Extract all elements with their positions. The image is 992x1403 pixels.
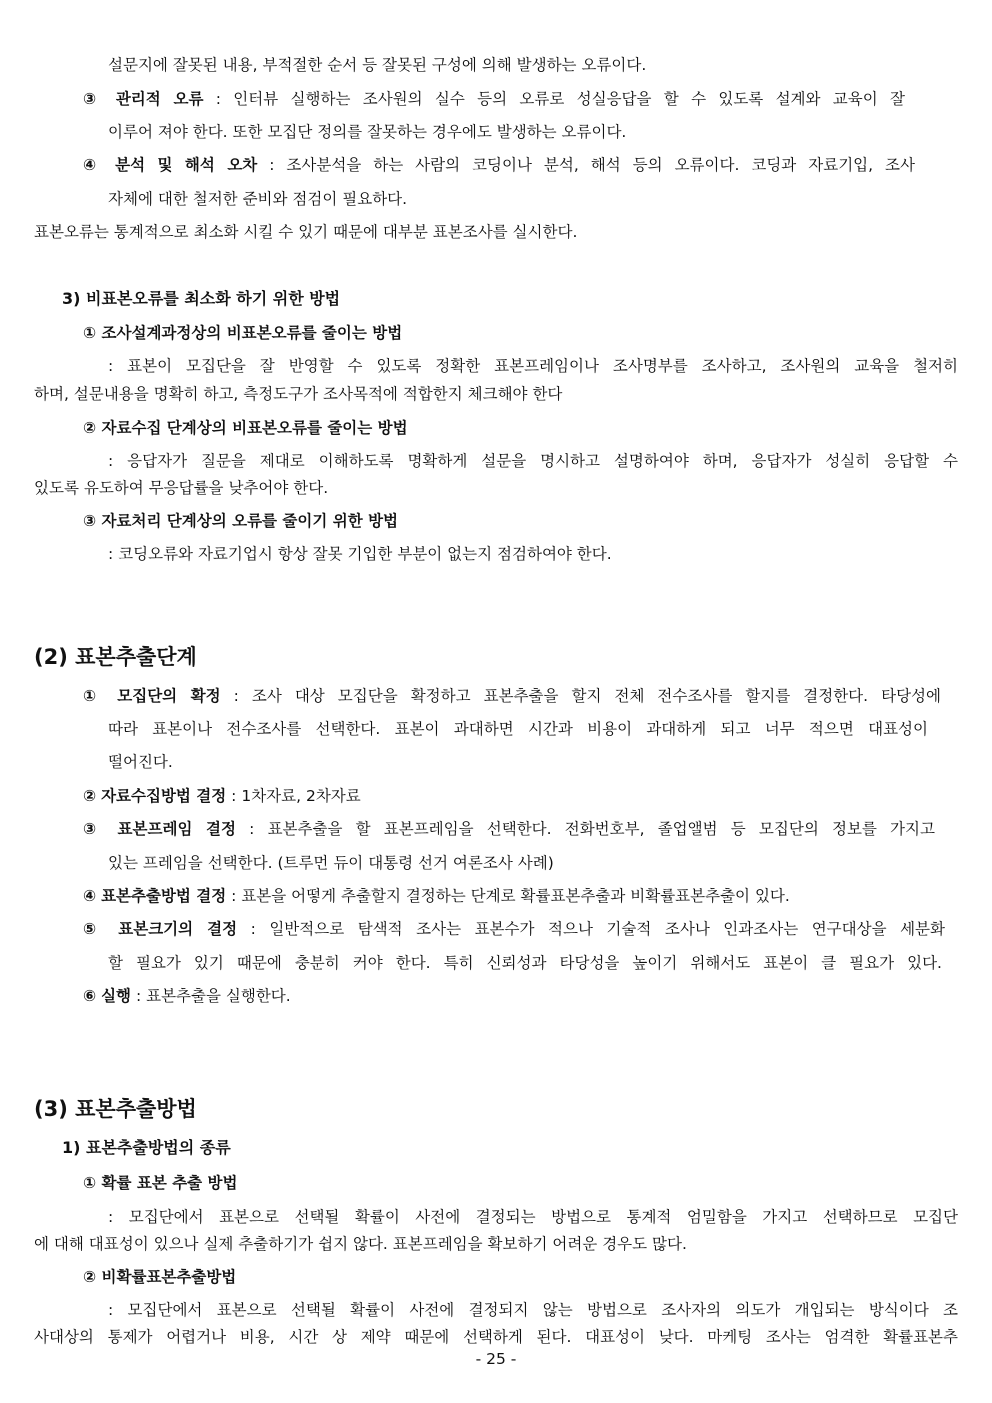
item-title: 모집단의 확정 bbox=[117, 687, 221, 705]
body-text: 떨어진다. bbox=[108, 753, 173, 771]
item-text: : 표본을 어떻게 추출할지 결정하는 단계로 확률표본추출과 비확률표본추출이 있다. bbox=[226, 887, 790, 905]
item-number: ③ bbox=[83, 90, 104, 108]
item-title: 분석 및 해석 오차 bbox=[115, 156, 258, 174]
item-number: ④ bbox=[83, 156, 104, 174]
list-item bbox=[83, 919, 945, 939]
body-text: 설문지에 잘못된 내용, 부적절한 순서 등 잘못된 구성에 의해 발생하는 오류이다. bbox=[108, 56, 647, 74]
item-number: ⑤ bbox=[83, 920, 105, 938]
body-text: 에 대해 대표성이 있으나 실제 추출하기가 쉽지 않다. 표본프레임을 확보하기 어려운 경우도 많다. bbox=[34, 1235, 687, 1253]
item-title: 실행 bbox=[101, 987, 132, 1005]
item-title: 관리적 오류 bbox=[115, 90, 204, 108]
section-heading: (2) 표본추출단계 bbox=[34, 645, 197, 669]
item-number: ① bbox=[83, 687, 105, 705]
list-item bbox=[83, 819, 935, 839]
list-item bbox=[83, 686, 941, 706]
list-item-title: ① 확률 표본 추출 방법 bbox=[83, 1174, 238, 1192]
item-title: 자료수집방법 결정 bbox=[101, 787, 227, 805]
list-item bbox=[83, 155, 915, 175]
page-number: - 25 - bbox=[475, 1350, 517, 1368]
body-text: : 응답자가 질문을 제대로 이해하도록 명확하게 설문을 명시하고 설명하여야 하며, 응답자가 성실히 응답할 수 bbox=[108, 452, 958, 470]
list-item-title: ③ 자료처리 단계상의 오류를 줄이기 위한 방법 bbox=[83, 512, 399, 530]
body-text: 있도록 유도하여 무응답률을 낮추어야 한다. bbox=[34, 479, 329, 497]
item-title: 표본추출방법 결정 bbox=[101, 887, 227, 905]
list-item-title: ① 조사설계과정상의 비표본오류를 줄이는 방법 bbox=[83, 324, 403, 342]
body-text: 사대상의 통제가 어렵거나 비용, 시간 상 제약 때문에 선택하게 된다. 대표성이 낮다. 마케팅 조사는 엄격한 확률표본추 bbox=[34, 1328, 958, 1346]
body-text: : 코딩오류와 자료기업시 항상 잘못 기입한 부분이 없는지 점검하여야 한다. bbox=[108, 545, 612, 563]
list-item bbox=[83, 986, 291, 1006]
body-text: 할 필요가 있기 때문에 충분히 커야 한다. 특히 신뢰성과 타당성을 높이기 위해서도 표본이 클 필요가 있다. bbox=[108, 954, 942, 972]
item-text: : 표본추출을 실행한다. bbox=[131, 987, 291, 1005]
item-number: ③ bbox=[83, 820, 105, 838]
list-item bbox=[83, 89, 905, 109]
summary-text: 표본오류는 통계적으로 최소화 시킬 수 있기 때문에 대부분 표본조사를 실시한다. bbox=[34, 223, 578, 241]
body-text: 따라 표본이나 전수조사를 선택한다. 표본이 과대하면 시간과 비용이 과대하게 되고 너무 적으면 대표성이 bbox=[108, 720, 928, 738]
item-text: : 인터뷰 실행하는 조사원의 실수 등의 오류로 성실응답을 할 수 있도록 설계와 교육이 잘 bbox=[203, 90, 906, 108]
subsection-heading: 1) 표본추출방법의 종류 bbox=[62, 1138, 231, 1157]
item-text: : 표본추출을 할 표본프레임을 선택한다. 전화번호부, 졸업앨범 등 모집단의 정보를 가지고 bbox=[236, 820, 935, 838]
body-text: 하며, 설문내용을 명확히 하고, 측정도구가 조사목적에 적합한지 체크해야 한다 bbox=[34, 385, 563, 403]
list-item-title: ② 자료수집 단계상의 비표본오류를 줄이는 방법 bbox=[83, 419, 408, 437]
item-text: : 조사 대상 모집단을 확정하고 표본추출을 할지 전체 전수조사를 할지를 결정한다. 타당성에 bbox=[220, 687, 941, 705]
body-text: 있는 프레임을 선택한다. (트루먼 듀이 대통령 선거 여론조사 사례) bbox=[108, 854, 554, 872]
item-text: : 1차자료, 2차자료 bbox=[226, 787, 361, 805]
body-text: : 모집단에서 표본으로 선택될 확률이 사전에 결정되지 않는 방법으로 조사자의 의도가 개입되는 방식이다 조 bbox=[108, 1301, 958, 1319]
section-heading: (3) 표본추출방법 bbox=[34, 1097, 197, 1121]
body-text: 이루어 져야 한다. 또한 모집단 정의를 잘못하는 경우에도 발생하는 오류이다. bbox=[108, 123, 627, 141]
body-text: : 모집단에서 표본으로 선택될 확률이 사전에 결정되는 방법으로 통계적 엄밀함을 가지고 선택하므로 모집단 bbox=[108, 1208, 958, 1226]
subsection-heading: 3) 비표본오류를 최소화 하기 위한 방법 bbox=[62, 289, 341, 308]
item-title: 표본크기의 결정 bbox=[118, 920, 238, 938]
list-item-title: ② 비확률표본추출방법 bbox=[83, 1268, 237, 1286]
body-text: : 표본이 모집단을 잘 반영할 수 있도록 정확한 표본프레임이나 조사명부를 조사하고, 조사원의 교육을 철저히 bbox=[108, 357, 958, 375]
item-text: : 조사분석을 하는 사람의 코딩이나 분석, 해석 등의 오류이다. 코딩과 자료기입, 조사 bbox=[257, 156, 915, 174]
list-item bbox=[83, 786, 361, 806]
item-number: ② bbox=[83, 787, 97, 805]
item-text: : 일반적으로 탐색적 조사는 표본수가 적으나 기술적 조사나 인과조사는 연구대상을 세분화 bbox=[237, 920, 945, 938]
item-number: ④ bbox=[83, 887, 97, 905]
list-item bbox=[83, 886, 790, 906]
body-text: 자체에 대한 철저한 준비와 점검이 필요하다. bbox=[108, 190, 408, 208]
item-number: ⑥ bbox=[83, 987, 97, 1005]
item-title: 표본프레임 결정 bbox=[117, 820, 236, 838]
